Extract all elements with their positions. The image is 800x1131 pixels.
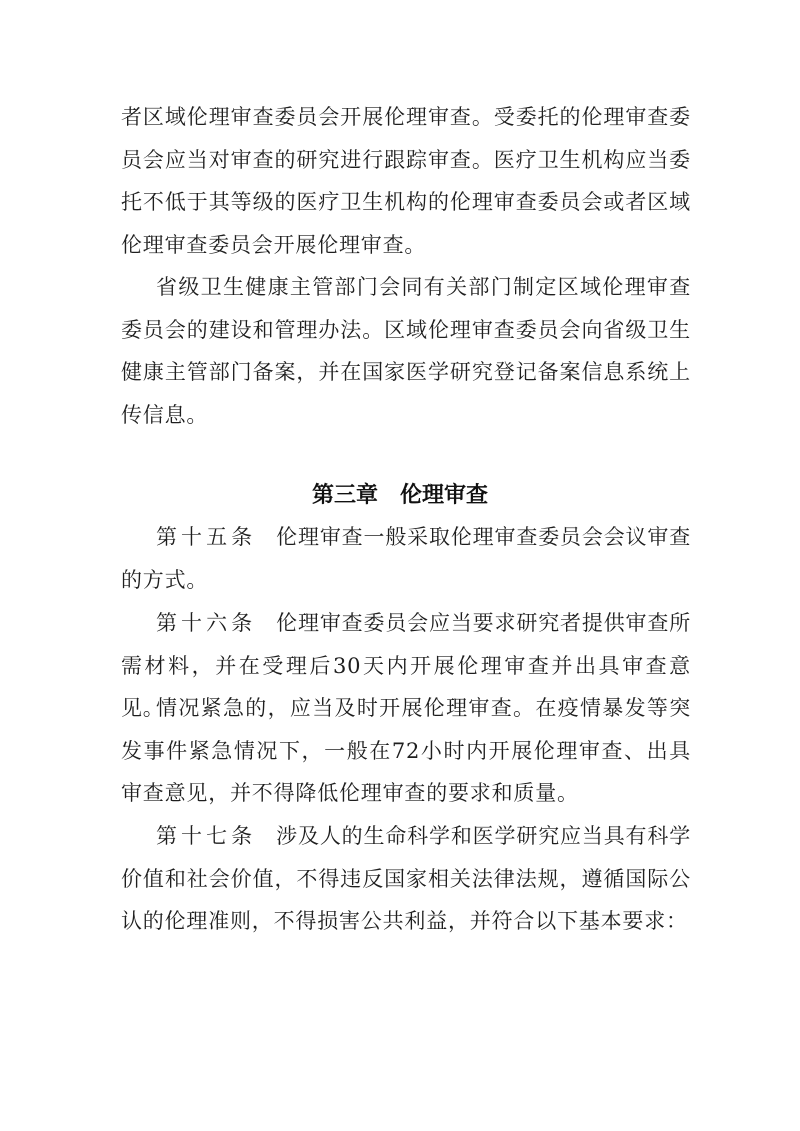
article-17-text: 涉及人的生命科学和医学研究应当具有科学价值和社会价值，不得违反国家相关法律法规，遵循国际公认的伦理准则，不得损害公共利益，并符合以下基本要求： [121,824,692,934]
paragraph-continuation: 者区域伦理审查委员会开展伦理审查。受委托的伦理审查委员会应当对审查的研究进行跟踪审查。医疗卫生机构应当委托不低于其等级的医疗卫生机构的伦理审查委员会或者区域伦理审查委员会开展伦理审查。 [121,105,691,257]
article-16-label: 第十六条 [156,611,257,635]
article-16-text: 伦理审查委员会应当要求研究者提供审查所需材料，并在受理后30天内开展伦理审查并出具审查意见。 [121,611,692,721]
article-17-label: 第十七条 [156,824,257,848]
article-16-paragraph-2: 情况紧急的，应当及时开展伦理审查。在疫情暴发等突发事件紧急情况下，一般在72小时内开展伦理审查、出具审查意见，并不得降低伦理审查的要求和质量。 [121,696,691,806]
article-15-text: 伦理审查一般采取伦理审查委员会会议审查的方式。 [121,525,692,592]
chapter-heading [0,476,800,516]
chapter-title: 伦理审查 [400,483,489,508]
paragraph-regional-committee: 省级卫生健康主管部门会同有关部门制定区域伦理审查委员会的建设和管理办法。区域伦理审查委员会向省级卫生健康主管部门备案，并在国家医学研究登记备案信息系统上传信息。 [121,275,691,427]
chapter-number: 第三章 [311,483,378,508]
article-17 [121,815,691,943]
article-15 [121,516,691,601]
article-15-label: 第十五条 [156,525,257,549]
